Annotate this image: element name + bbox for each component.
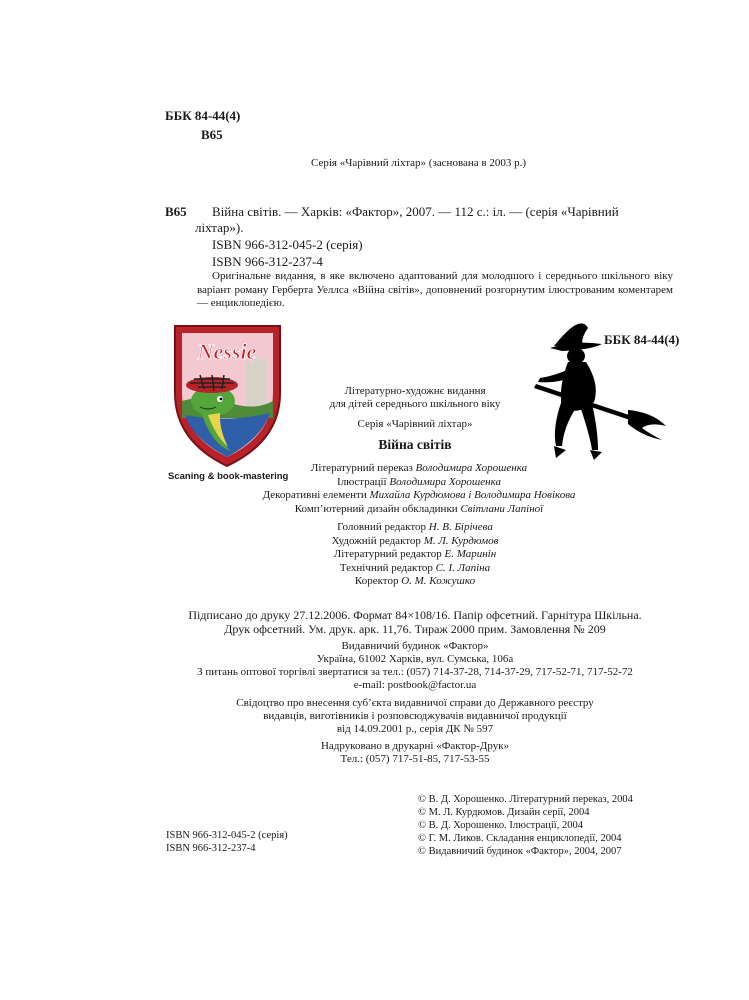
editors-block xyxy=(300,521,530,589)
nessie-badge-icon xyxy=(170,323,285,468)
nessie-logo xyxy=(170,323,285,468)
print-info-line1: Підписано до друку 27.12.2006. Формат 84×108/16. Папір офсетний. Гарнітура Шкільна. xyxy=(188,608,642,622)
publisher-wholesale: З питань оптової торгівлі звертатися за тел.: (057) 714-37-28, 714-37-29, 717-52-71, 717-52-72 xyxy=(197,666,633,678)
catalog-isbn-series: ISBN 966-312-045-2 (серія) xyxy=(212,237,363,252)
series-note-prefix: Серія xyxy=(311,157,340,169)
series-note xyxy=(311,157,526,171)
copyright-line: © Г. М. Ликов. Складання енциклопедії, 2004 xyxy=(418,833,622,844)
bottom-isbn: ISBN 966-312-237-4 xyxy=(166,843,256,854)
edition-type-line2: для дітей середнього шкільного віку xyxy=(329,398,501,410)
catalog-code: В65 xyxy=(165,204,187,219)
credit-person: Володимира Хорошенка xyxy=(415,462,528,474)
print-info-line2: Друк офсетний. Ум. друк. арк. 11,76. Тираж 2000 прим. Замовлення № 209 xyxy=(224,622,606,636)
credit-role: Комп’ютерний дизайн обкладинки xyxy=(294,502,461,515)
editor-line xyxy=(300,575,530,589)
editor-person: М. Л. Курдюмов xyxy=(423,534,499,547)
editor-role: Технічний редактор xyxy=(339,561,436,574)
bbk-code: ББК 84-44(4) xyxy=(165,108,241,123)
bottom-isbn-series: ISBN 966-312-045-2 (серія) xyxy=(166,830,288,841)
credits-block xyxy=(250,462,588,516)
editor-person: Н. В. Бірічева xyxy=(428,521,493,533)
credit-line xyxy=(250,462,588,476)
series-note-name: «Чарівний ліхтар» xyxy=(339,157,427,169)
editor-role: Художній редактор xyxy=(331,534,424,547)
copyright-line: © Видавничий будинок «Фактор», 2004, 2007 xyxy=(418,846,622,857)
certificate-line2: видавців, виготівників і розповсюджувачів видавничої продукції xyxy=(263,710,567,722)
credit-line xyxy=(250,503,588,517)
edition-type-line1: Літературно-художнє видання xyxy=(344,385,486,397)
editor-person: С. І. Лапіна xyxy=(435,561,491,574)
credit-role: Ілюстрації xyxy=(337,475,390,488)
printer-line1: Надруковано в друкарні «Фактор-Друк» xyxy=(320,740,510,752)
publisher-name: Видавничий будинок «Фактор» xyxy=(341,640,489,652)
certificate-line3: від 14.09.2001 р., серія ДК № 597 xyxy=(336,723,494,735)
logo-caption: Scaning & book-mastering xyxy=(168,471,289,482)
editor-role: Коректор xyxy=(354,575,402,587)
nessie-badge-text: Nessie xyxy=(197,339,257,364)
bbk-code-right: ББК 84-44(4) xyxy=(604,332,680,347)
credit-person: Світлани Лапіної xyxy=(460,502,544,515)
edition-title: Війна світів xyxy=(378,437,452,452)
editor-person: О. М. Кожушко xyxy=(401,575,476,587)
editor-line xyxy=(300,521,530,535)
catalog-title-line2: ліхтар»). xyxy=(195,220,244,235)
catalog-isbn: ISBN 966-312-237-4 xyxy=(212,254,323,269)
credit-line xyxy=(250,489,588,503)
editor-role: Головний редактор xyxy=(337,521,429,533)
credit-role: Декоративні елементи xyxy=(262,489,370,501)
copyright-block xyxy=(418,793,633,858)
copyright-line: © М. Л. Курдюмов. Дизайн серії, 2004 xyxy=(418,807,590,818)
printer-line2: Тел.: (057) 717-51-85, 717-53-55 xyxy=(340,753,490,765)
editor-line xyxy=(300,562,530,576)
editor-line xyxy=(300,548,530,562)
catalog-title-line1: Війна світів. — Харків: «Фактор», 2007. — 112 с.: іл. — (серія «Чарівний xyxy=(212,204,619,219)
editor-role: Літературний редактор xyxy=(333,548,445,560)
edition-series: Серія «Чарівний ліхтар» xyxy=(357,418,473,430)
catalog-annotation: Оригінальне видання, в яке включено адаптований для молодшого і середнього шкільного віку варіант роману Герберта Уеллса «Війна світів», доповнений розгорнутим ілюстрованим коментарем — енциклопедією. xyxy=(197,270,673,309)
credit-line xyxy=(250,476,588,490)
series-note-suffix: (заснована в 2003 р.) xyxy=(426,157,526,169)
author-mark: В65 xyxy=(201,127,223,142)
credit-person: Володимира Хорошенка xyxy=(389,475,501,488)
publisher-address: Україна, 61002 Харків, вул. Сумська, 106а xyxy=(316,653,514,665)
credit-person: Михайла Курдюмова і Володимира Новікова xyxy=(369,489,576,501)
editor-line xyxy=(300,535,530,549)
credit-role: Літературний переказ xyxy=(310,462,416,474)
copyright-line: © В. Д. Хорошенко. Літературний переказ, 2004 xyxy=(418,794,633,805)
publisher-email: e-mail: postbook@factor.ua xyxy=(353,679,477,691)
editor-person: Е. Маринін xyxy=(444,548,497,560)
certificate-line1: Свідоцтво про внесення суб’єкта видавничої справи до Державного реєстру xyxy=(236,697,594,709)
copyright-line: © В. Д. Хорошенко. Ілюстрації, 2004 xyxy=(418,820,583,831)
